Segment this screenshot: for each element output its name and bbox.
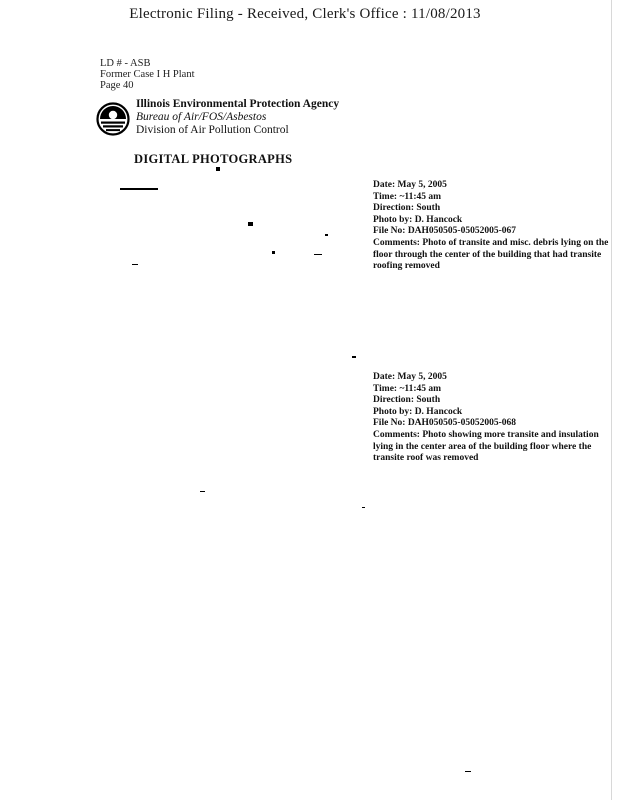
meta-page-line: Page 40	[100, 80, 134, 91]
scan-speck	[272, 251, 275, 254]
photo-2-caption	[373, 372, 609, 465]
scan-speck	[200, 491, 205, 492]
photo-2-photographer: Photo by: D. Hancock	[373, 406, 463, 417]
scan-speck	[352, 356, 356, 358]
photo-2-date: Date: May 5, 2005	[373, 372, 447, 382]
photo-2-file-number: File No: DAH050505-05052005-068	[373, 418, 517, 429]
photo-1-date: Date: May 5, 2005	[373, 180, 447, 190]
agency-name: Illinois Environmental Protection Agency	[136, 98, 340, 110]
photo-2-area	[100, 365, 368, 515]
agency-division: Division of Air Pollution Control	[136, 124, 289, 136]
scan-speck	[132, 264, 138, 265]
photo-1-time: Time: ~11:45 am	[373, 191, 442, 202]
meta-id-line: LD # - ASB	[100, 58, 151, 69]
photo-2-direction: Direction: South	[373, 395, 441, 406]
agency-text	[136, 98, 376, 137]
photo-1-direction: Direction: South	[373, 203, 441, 214]
scan-speck	[248, 222, 253, 226]
photo-1-comments: Comments: Photo of transite and misc. debris lying on the floor through the center of the building that had transite roofing removed	[373, 237, 609, 272]
photo-1-file-number: File No: DAH050505-05052005-067	[373, 226, 517, 237]
scan-speck	[216, 167, 220, 171]
scan-speck	[362, 507, 365, 508]
illinois-epa-logo-icon	[96, 102, 130, 136]
scan-speck	[465, 771, 471, 772]
case-meta	[100, 58, 195, 91]
photo-1-area	[100, 170, 368, 360]
scan-speck	[120, 188, 158, 190]
photo-2-comments: Comments: Photo showing more transite and insulation lying in the center area of the building floor where the transite roof was removed	[373, 429, 599, 464]
agency-bureau: Bureau of Air/FOS/Asbestos	[136, 111, 267, 123]
scan-speck	[314, 254, 322, 255]
filing-stamp-header: Electronic Filing - Received, Clerk's Office : 11/08/2013	[129, 6, 481, 22]
photo-2-time: Time: ~11:45 am	[373, 383, 442, 394]
photo-1-caption	[373, 180, 609, 273]
meta-case-line: Former Case I H Plant	[100, 69, 195, 80]
page-title: DIGITAL PHOTOGRAPHS	[134, 152, 293, 166]
scan-speck	[325, 234, 328, 236]
photo-1-photographer: Photo by: D. Hancock	[373, 214, 463, 225]
scan-edge-line	[611, 0, 612, 800]
